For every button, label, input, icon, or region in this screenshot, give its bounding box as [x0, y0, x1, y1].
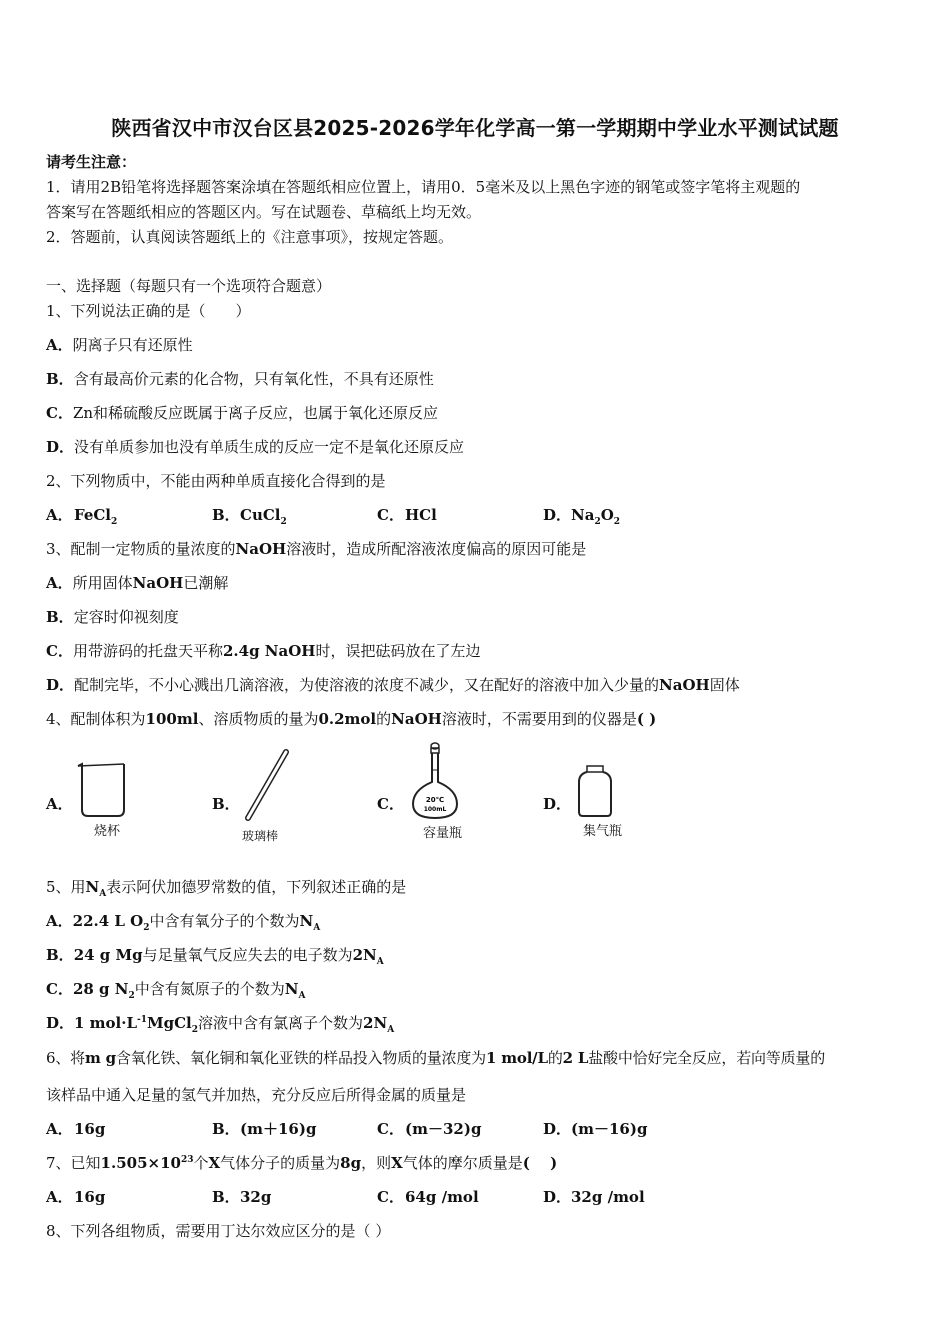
option-label: B． [46, 370, 74, 388]
q4-option-c: C． 20℃ 100mL 容量瓶 [377, 742, 537, 846]
q3-option-d: D．配制完毕，不小心溅出几滴溶液，为使溶液的浓度不减少，又在配好的溶液中加入少量的NaOH固体 [46, 676, 740, 694]
glass-rod-icon [236, 742, 296, 824]
q7-option-b: B．32g [212, 1188, 272, 1206]
section-heading: 一、选择题（每题只有一个选项符合题意） [46, 277, 332, 295]
option-label: A． [46, 336, 73, 354]
flask-caption: 容量瓶 [423, 826, 463, 841]
question-7-stem: 7、已知$1.505\times 10^{23}$个X气体分子的质量为8g，则X气体的摩尔质量是( ) [46, 1154, 558, 1172]
q1-option-d [46, 437, 464, 457]
option-text: 含有最高价元素的化合物，只有氧化性，不具有还原性 [73, 370, 434, 388]
q3-option-b: B．定容时仰视刻度 [46, 608, 179, 626]
glass-rod-caption: 玻璃棒 [242, 829, 279, 843]
option-text: 阴离子只有还原性 [72, 336, 193, 354]
question-8-stem: 8、下列各组物质，需要用丁达尔效应区分的是（ ） [46, 1222, 391, 1240]
q5-option-c: C．28 g $N_2$中含有氮原子的个数为$N_A$ [46, 980, 306, 1001]
question-6-stem-line-2: 该样品中通入足量的氢气并加热，充分反应后所得金属的质量是 [46, 1086, 467, 1104]
page-title: 陕西省汉中市汉台区县2025-2026学年化学高一第一学期期中学业水平测试试题 [111, 116, 839, 140]
option-label: D． [46, 438, 75, 456]
gas-jar-caption: 集气瓶 [583, 824, 623, 839]
q1-option-a [46, 335, 193, 355]
q2-option-d: D．$Na_2O_2$ [543, 506, 621, 527]
q7-options [46, 1187, 916, 1207]
q7-option-a: A．16g [46, 1188, 106, 1206]
question-1-stem: 1、下列说法正确的是（ ） [46, 302, 251, 320]
option-text: 没有单质参加也没有单质生成的反应一定不是氧化还原反应 [74, 438, 465, 456]
question-4-stem: 4、配制体积为100ml、溶质物质的量为0.2mol的NaOH溶液时，不需要用到的仪器是( ) [46, 710, 657, 728]
q4-option-d: D． 集气瓶 [543, 742, 703, 846]
q1-option-b [46, 369, 434, 389]
q2-option-b: B．CuCl$_2$ [212, 506, 287, 527]
flask-label-volume: 100mL [423, 806, 447, 813]
q3-option-c: C．用带游码的托盘天平称2.4g NaOH时，误把砝码放在了左边 [46, 642, 481, 660]
q6-option-c: C．(m－32)g [377, 1120, 482, 1138]
volumetric-flask-icon [407, 742, 467, 826]
q6-option-d: D．(m－16)g [543, 1120, 648, 1138]
q5-option-a: A．22.4 L $O_2$中含有氧分子的个数为$N_A$ [46, 912, 321, 933]
q7-option-d: D．32g /mol [543, 1188, 645, 1206]
flask-label-temperature: 20℃ [425, 796, 445, 804]
notice-line-3: 2．答题前，认真阅读答题纸上的《注意事项》，按规定答题。 [46, 228, 454, 246]
q7-option-c: C．64g /mol [377, 1188, 479, 1206]
q5-option-d: D．1 $mol\cdot L^{-1}MgCl_2$溶液中含有氯离子个数为$2N_A$ [46, 1014, 395, 1035]
option-label: C． [46, 404, 73, 422]
q6-option-b: B．(m＋16)g [212, 1120, 317, 1138]
question-3-stem: 3、配制一定物质的量浓度的NaOH溶液时，造成所配溶液浓度偏高的原因可能是 [46, 540, 587, 558]
notice-line-1: 1．请用2B铅笔将选择题答案涂填在答题纸相应位置上，请用0．5毫米及以上黑色字迹的钢笔或签字笔将主观题的 [46, 178, 801, 196]
q1-option-c [46, 403, 438, 423]
q4-options [46, 742, 916, 846]
q4-option-a: A． 烧杯 [46, 742, 206, 846]
q2-option-c: C．HCl [377, 506, 437, 524]
question-2-stem: 2、下列物质中，不能由两种单质直接化合得到的是 [46, 472, 386, 490]
q6-options [46, 1119, 916, 1139]
q2-options [46, 505, 916, 525]
q6-option-a: A．16g [46, 1120, 106, 1138]
q2-option-a: A．FeCl$_2$ [46, 506, 118, 527]
notice-heading: 请考生注意： [46, 153, 137, 171]
gas-jar-icon [575, 742, 615, 822]
option-text: Zn和稀硫酸反应既属于离子反应，也属于氧化还原反应 [72, 404, 439, 422]
question-5-stem: 5、用$N_A$表示阿伏加德罗常数的值，下列叙述正确的是 [46, 878, 407, 899]
beaker-caption: 烧杯 [94, 824, 121, 839]
beaker-icon [74, 742, 134, 822]
question-6-stem-line-1: 6、将m g含氧化铁、氧化铜和氧化亚铁的样品投入物质的量浓度为1 mol/L的2 L盐酸中恰好完全反应，若向等质量的 [46, 1049, 826, 1067]
q4-option-b: B． 玻璃棒 [212, 742, 372, 846]
q3-option-a: A．所用固体NaOH已潮解 [46, 574, 229, 592]
notice-line-2: 答案写在答题纸相应的答题区内。写在试题卷、草稿纸上均无效。 [46, 203, 482, 221]
q5-option-b: B．24 g Mg与足量氧气反应失去的电子数为$2N_A$ [46, 946, 384, 967]
